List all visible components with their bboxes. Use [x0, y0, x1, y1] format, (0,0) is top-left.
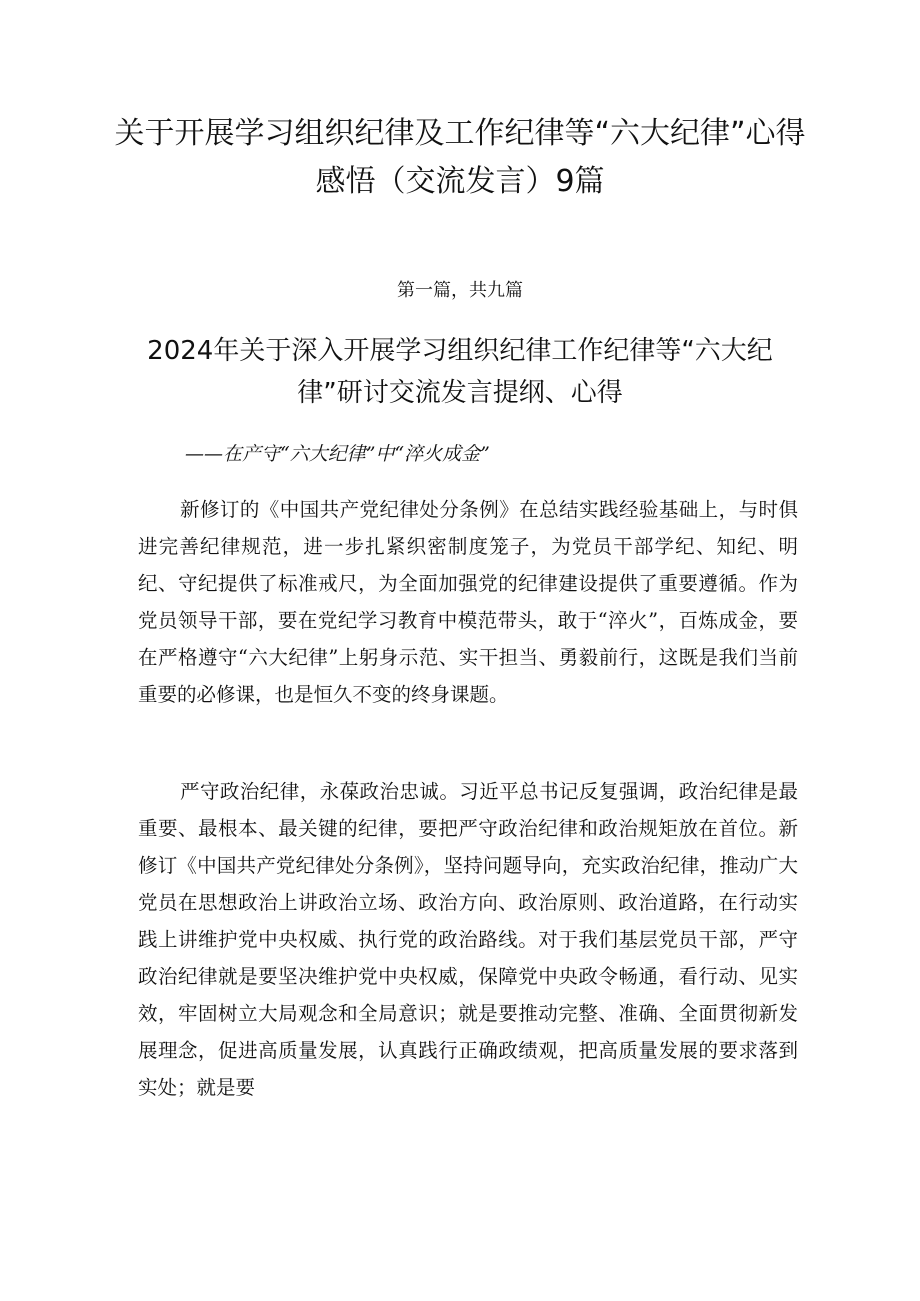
article-title: 2024年关于深入开展学习组织纪律工作纪律等“六大纪律”研讨交流发言提纲、心得	[147, 336, 773, 408]
document-title: 关于开展学习组织纪律及工作纪律等“六大纪律”心得感悟（交流发言）9篇	[114, 116, 806, 199]
article-subheading: ——在产守“六大纪律”中“淬火成金”	[185, 443, 490, 465]
paragraph: 新修订的《中国共产党纪律处分条例》在总结实践经验基础上，与时俱进完善纪律规范，进一步扎紧织密制度笼子，为党员干部学纪、知纪、明纪、守纪提供了标准戒尺，为全面加强党的纪律建设提供了重要遵循。作为党员领导干部，要在党纪学习教育中模范带头，敢于“淬火”，百炼成金，要在严格遵守“六大纪律”上躬身示范、实干担当、勇毅前行，这既是我们当前重要的必修课，也是恒久不变的终身课题。	[138, 498, 798, 706]
part-label: 第一篇，共九篇	[397, 280, 523, 301]
paragraph: 严守政治纪律，永葆政治忠诚。习近平总书记反复强调，政治纪律是最重要、最根本、最关键的纪律，要把严守政治纪律和政治规矩放在首位。新修订《中国共产党纪律处分条例》，坚持问题导向，充实政治纪律，推动广大党员在思想政治上讲政治立场、政治方向、政治原则、政治道路，在行动实践上讲维护党中央权威、执行党的政治路线。对于我们基层党员干部，严守政治纪律就是要坚决维护党中央权威，保障党中央政令畅通，看行动、见实效，牢固树立大局观念和全局意识；就是要推动完整、准确、全面贯彻新发展理念，促进高质量发展，认真践行正确政绩观，把高质量发展的要求落到实处；就是要	[138, 780, 798, 1099]
